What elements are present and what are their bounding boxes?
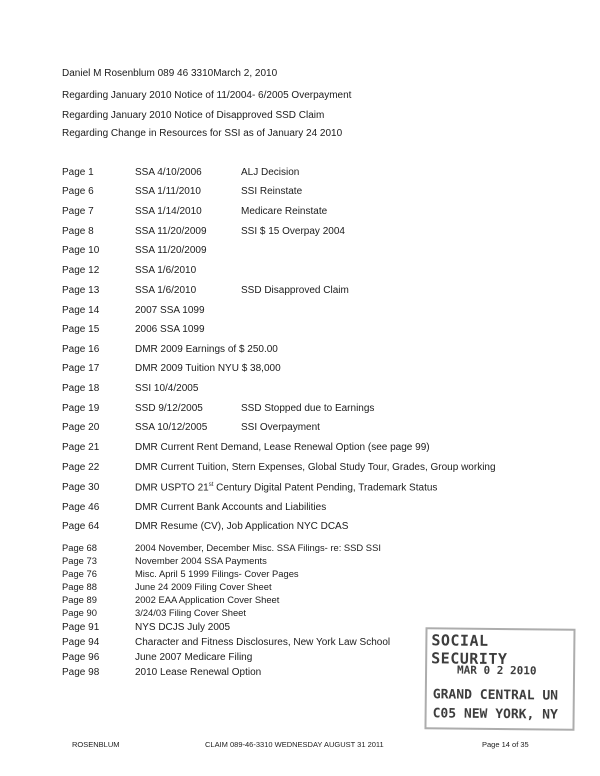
row-text: DMR 2009 Tuition NYU $ 38,000 xyxy=(135,363,281,374)
row-text: 2004 November, December Misc. SSA Filings- re: SSD SSI xyxy=(135,542,381,553)
row-page: Page 46 xyxy=(62,502,100,513)
row-page: Page 98 xyxy=(62,667,100,678)
row-page: Page 13 xyxy=(62,285,100,296)
row-text: 3/24/03 Filing Cover Sheet xyxy=(135,607,247,618)
row-page: Page 64 xyxy=(62,521,100,532)
row-source: SSA 10/12/2005 xyxy=(135,422,208,433)
row-source: SSA 1/14/2010 xyxy=(135,206,202,217)
row-text: DMR Resume (CV), Job Application NYC DCAS xyxy=(135,521,349,532)
row-description: SSI $ 15 Overpay 2004 xyxy=(241,226,345,237)
row-source: SSD 9/12/2005 xyxy=(135,403,203,414)
header-line-overpayment: Regarding January 2010 Notice of 11/2004- 6/2005 Overpayment xyxy=(62,90,352,101)
row-source: SSA 1/11/2010 xyxy=(135,186,201,197)
row-page: Page 76 xyxy=(62,568,97,579)
row-page: Page 94 xyxy=(62,637,100,648)
row-page: Page 14 xyxy=(62,305,100,316)
row-text: 2006 SSA 1099 xyxy=(135,324,205,335)
row-page: Page 68 xyxy=(62,542,97,553)
row-page: Page 73 xyxy=(62,555,97,566)
row-text-sup: st xyxy=(208,482,214,488)
row-page: Page 19 xyxy=(62,403,100,414)
stamp-office: GRAND CENTRAL UN xyxy=(432,687,559,704)
received-stamp xyxy=(424,627,573,729)
row-source: SSA 4/10/2006 xyxy=(135,167,202,178)
row-text-post: Century Digital Patent Pending, Trademark Status xyxy=(213,482,438,494)
row-description: SSD Disapproved Claim xyxy=(241,285,349,296)
row-text: June 2007 Medicare Filing xyxy=(135,652,253,663)
row-description: SSD Stopped due to Earnings xyxy=(241,403,375,414)
stamp-agency: SOCIAL SECURITY xyxy=(431,631,508,669)
row-page: Page 90 xyxy=(62,607,97,618)
row-page: Page 22 xyxy=(62,462,100,473)
row-page: Page 17 xyxy=(62,363,100,374)
row-text: 2002 EAA Application Cover Sheet xyxy=(135,594,280,605)
row-description: ALJ Decision xyxy=(241,167,300,178)
row-page: Page 7 xyxy=(62,206,94,217)
row-source: SSA 1/6/2010 xyxy=(135,285,197,296)
stamp-location: C05 NEW YORK, NY xyxy=(432,706,558,723)
row-page: Page 15 xyxy=(62,324,100,335)
row-page: Page 6 xyxy=(62,186,94,197)
header-line-resources: Regarding Change in Resources for SSI as of January 24 2010 xyxy=(62,128,343,139)
row-page: Page 1 xyxy=(62,167,94,178)
row-page: Page 91 xyxy=(62,622,100,633)
row-page: Page 30 xyxy=(62,482,100,493)
row-text: 2010 Lease Renewal Option xyxy=(135,667,262,678)
row-page: Page 8 xyxy=(62,226,94,237)
row-page: Page 89 xyxy=(62,594,97,605)
row-source: SSA 11/20/2009 xyxy=(135,245,207,256)
row-page: Page 12 xyxy=(62,265,100,276)
row-description: SSI Reinstate xyxy=(241,186,303,197)
row-page: Page 21 xyxy=(62,442,100,453)
row-page: Page 16 xyxy=(62,344,100,355)
row-page: Page 88 xyxy=(62,581,97,592)
footer-left: ROSENBLUM xyxy=(72,740,120,749)
row-text: Character and Fitness Disclosures, New York Law School xyxy=(135,637,391,648)
row-text: Misc. April 5 1999 Filings- Cover Pages xyxy=(135,568,299,579)
header-line-disapproved: Regarding January 2010 Notice of Disapproved SSD Claim xyxy=(62,110,325,121)
row-text: 2007 SSA 1099 xyxy=(135,305,205,316)
row-page: Page 18 xyxy=(62,383,100,394)
footer-center: CLAIM 089-46-3310 WEDNESDAY AUGUST 31 2011 xyxy=(205,740,384,749)
row-text-pre: DMR USPTO 21 xyxy=(135,482,209,494)
row-source: SSA 11/20/2009 xyxy=(135,226,207,237)
row-text: November 2004 SSA Payments xyxy=(135,555,267,566)
row-text: DMR 2009 Earnings of $ 250.00 xyxy=(135,344,278,355)
footer-page-number: Page 14 of 35 xyxy=(482,740,529,749)
row-text: DMR Current Tuition, Stern Expenses, Global Study Tour, Grades, Group working xyxy=(135,462,496,473)
row-page: Page 20 xyxy=(62,422,100,433)
row-description: SSI Overpayment xyxy=(241,422,320,433)
stamp-date: MAR 0 2 2010 xyxy=(457,663,537,678)
row-text: June 24 2009 Filing Cover Sheet xyxy=(135,581,272,592)
row-page: Page 96 xyxy=(62,652,100,663)
row-text xyxy=(135,482,437,493)
row-text: NYS DCJS July 2005 xyxy=(135,622,231,633)
row-text: DMR Current Bank Accounts and Liabilities xyxy=(135,502,327,513)
row-page: Page 10 xyxy=(62,245,100,256)
row-source: SSI 10/4/2005 xyxy=(135,383,199,394)
header-line-name-date: Daniel M Rosenblum 089 46 3310March 2, 2010 xyxy=(62,68,278,79)
row-description: Medicare Reinstate xyxy=(241,206,328,217)
row-text: DMR Current Rent Demand, Lease Renewal Option (see page 99) xyxy=(135,442,430,453)
row-source: SSA 1/6/2010 xyxy=(135,265,197,276)
